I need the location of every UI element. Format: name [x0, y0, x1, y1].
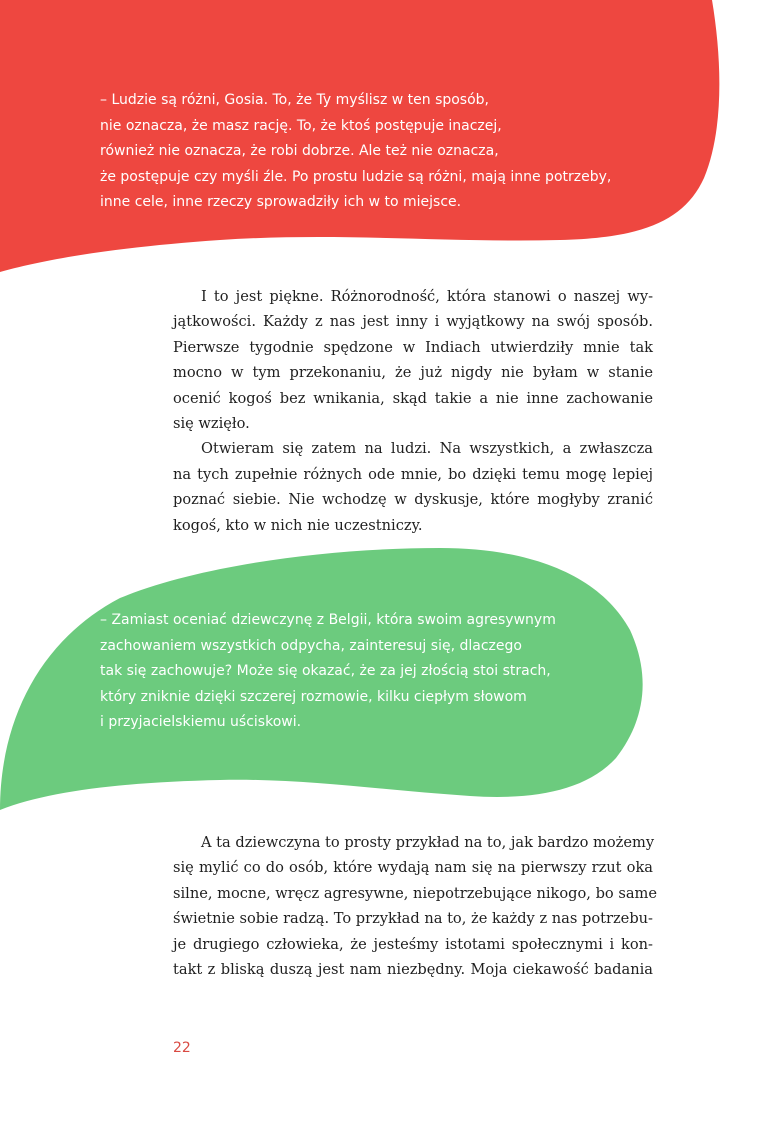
- red-quote-line: nie oznacza, że masz rację. To, że ktoś postępuje inaczej,: [100, 117, 502, 134]
- red-quote-line: że postępuje czy myśli źle. Po prostu ludzie są różni, mają inne potrzeby,: [100, 168, 612, 185]
- body-line: I to jest piękne. Różnorodność, która stanowi o naszej wy-: [201, 288, 653, 305]
- body-line: ocenić kogoś bez wnikania, skąd takie a nie inne zachowanie: [173, 389, 653, 407]
- green-quote-line: – Zamiast oceniać dziewczynę z Belgii, która swoim agresywnym: [100, 612, 556, 628]
- body-line: je drugiego człowieka, że jesteśmy istotami społecznymi i kon-: [173, 935, 653, 953]
- red-quote-line: inne cele, inne rzeczy sprowadziły ich w to miejsce.: [100, 194, 462, 210]
- red-quote: [100, 88, 611, 216]
- body-line: się mylić co do osób, które wydają nam się na pierwszy rzut oka: [173, 859, 653, 877]
- red-quote-line: – Ludzie są różni, Gosia. To, że Ty myślisz w ten sposób,: [100, 92, 490, 108]
- green-quote-line: który zniknie dzięki szczerej rozmowie, kilku ciepłym słowom: [100, 688, 527, 705]
- body-line: silne, mocne, wręcz agresywne, niepotrzebujące nikogo, bo same: [173, 884, 657, 902]
- green-quote: [100, 608, 556, 736]
- body-line: Pierwsze tygodnie spędzone w Indiach utwierdziły mnie tak: [173, 338, 653, 356]
- body-paragraphs-1: [173, 284, 653, 538]
- body-paragraphs-2: [173, 830, 657, 982]
- body-line: poznać siebie. Nie wchodzę w dyskusje, które mogłyby zranić: [173, 491, 653, 509]
- body-line: kogoś, kto w nich nie uczestniczy.: [173, 516, 423, 534]
- green-quote-line: tak się zachowuje? Może się okazać, że za jej złością stoi strach,: [100, 663, 551, 679]
- green-quote-line: zachowaniem wszystkich odpycha, zainteresuj się, dlaczego: [100, 637, 522, 654]
- page-number: 22: [173, 1040, 191, 1056]
- body-line: mocno w tym przekonaniu, że już nigdy nie byłam w stanie: [173, 364, 653, 382]
- red-quote-line: również nie oznacza, że robi dobrze. Ale też nie oznacza,: [100, 143, 499, 159]
- body-line: takt z bliską duszą jest nam niezbędny. Moja ciekawość badania: [173, 961, 653, 979]
- body-line: się wzięło.: [173, 415, 250, 433]
- body-line: A ta dziewczyna to prosty przykład na to, jak bardzo możemy: [201, 834, 655, 851]
- body-line: świetnie sobie radzą. To przykład na to, że każdy z nas potrzebu-: [173, 910, 653, 928]
- body-line: Otwieram się zatem na ludzi. Na wszystkich, a zwłaszcza: [201, 440, 653, 458]
- green-quote-line: i przyjacielskiemu uściskowi.: [100, 714, 302, 730]
- body-line: na tych zupełnie różnych ode mnie, bo dzięki temu mogę lepiej: [173, 465, 653, 483]
- body-line: jątkowości. Każdy z nas jest inny i wyjątkowy na swój sposób.: [173, 313, 653, 331]
